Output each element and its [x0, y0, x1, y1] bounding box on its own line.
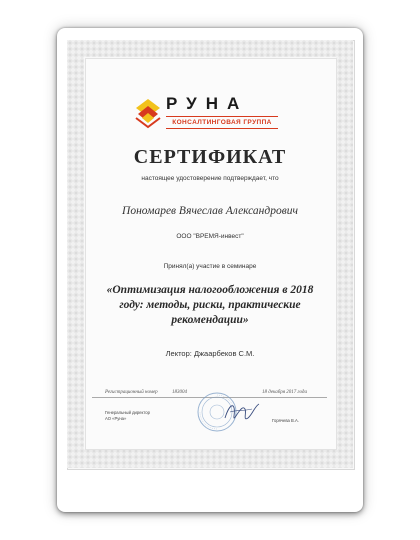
- confirm-text: настоящее удостоверение подтверждает, что: [141, 175, 279, 182]
- brand-name: РУНА: [166, 94, 249, 113]
- director-title-line2: АО «Руна»: [105, 415, 127, 421]
- issue-date: 18 декабря 2017 года: [262, 390, 307, 395]
- runa-logo-icon: [134, 96, 164, 130]
- seminar-title: «Оптимизация налогообложения в 2018 году: методы, риски, практические рекомендации»: [106, 284, 314, 326]
- lecturer-name: Лектор: Джаарбеков С.М.: [165, 349, 255, 358]
- director-name: Горячева В.А.: [272, 418, 299, 423]
- participation-text: Принял(а) участие в семинаре: [163, 263, 257, 270]
- person-name: Пономарев Вячеслав Александрович: [122, 205, 298, 217]
- brand-subtitle: КОНСАЛТИНГОВАЯ ГРУППА: [166, 116, 278, 129]
- director-title-line1: Генеральный директор: [105, 410, 150, 415]
- registration-label: Регистрационный номер: [105, 390, 158, 395]
- certificate-title: СЕРТИФИКАТ: [133, 146, 287, 168]
- director-title: [105, 410, 150, 421]
- signature-icon: [222, 398, 262, 428]
- registration-number: 183004: [172, 390, 187, 395]
- company-name: ООО "ВРЕМЯ-инвест": [176, 233, 244, 240]
